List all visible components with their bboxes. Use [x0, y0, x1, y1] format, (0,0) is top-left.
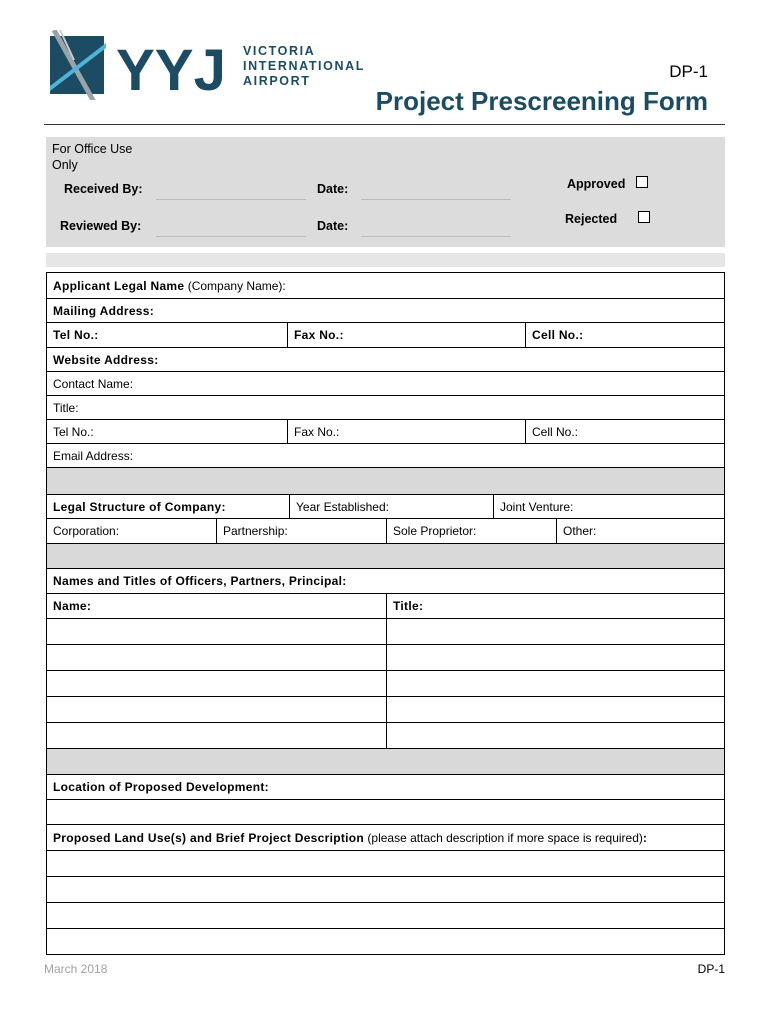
officer-name-field[interactable]	[47, 697, 386, 722]
approved-checkbox[interactable]	[636, 176, 648, 188]
contact-fax-label[interactable]: Fax No.:	[287, 420, 525, 443]
logo-line-3: AIRPORT	[243, 74, 311, 88]
name-column-header: Name:	[53, 599, 92, 613]
date-field-1[interactable]	[361, 199, 511, 200]
yyj-letters	[116, 42, 226, 94]
contact-title-label: Title:	[53, 400, 79, 415]
officer-name-field[interactable]	[47, 723, 386, 748]
other-label[interactable]: Other:	[556, 519, 724, 543]
officer-row	[47, 619, 724, 645]
applicant-form	[46, 272, 725, 955]
email-label: Email Address:	[53, 448, 134, 463]
shaded-divider-row	[47, 749, 724, 775]
rejected-checkbox[interactable]	[638, 211, 650, 223]
reviewed-by-field[interactable]	[156, 236, 306, 237]
officer-title-field[interactable]	[386, 645, 724, 670]
land-use-colon: :	[642, 830, 648, 845]
joint-venture-label[interactable]: Joint Venture:	[493, 495, 724, 518]
contact-name-label: Contact Name:	[53, 376, 134, 391]
corporation-label[interactable]: Corporation:	[53, 524, 120, 538]
date-label-1: Date:	[317, 182, 349, 196]
received-by-field[interactable]	[156, 199, 306, 200]
contact-name-row[interactable]	[47, 372, 724, 396]
officer-title-field[interactable]	[386, 671, 724, 696]
location-heading-row	[47, 775, 724, 800]
website-row[interactable]	[47, 348, 724, 372]
land-use-cell	[47, 825, 724, 850]
shaded-divider-row	[47, 544, 724, 569]
footer-doc-number: DP-1	[697, 962, 725, 976]
header-divider	[44, 124, 725, 125]
mailing-address-row[interactable]	[47, 299, 724, 323]
tel-label[interactable]: Tel No.:	[53, 328, 99, 342]
approved-label: Approved	[567, 177, 626, 191]
sole-proprietor-label[interactable]: Sole Proprietor:	[386, 519, 556, 543]
airport-logo-icon	[50, 30, 106, 100]
applicant-name-cell[interactable]	[47, 273, 724, 298]
partnership-label[interactable]: Partnership:	[216, 519, 386, 543]
officer-name-field[interactable]	[47, 619, 386, 644]
officer-title-field[interactable]	[386, 723, 724, 748]
land-use-label: Proposed Land Use(s) and Brief Project Description	[53, 830, 365, 845]
officers-header-row	[47, 594, 724, 619]
officer-name-field[interactable]	[47, 671, 386, 696]
land-use-field[interactable]	[47, 903, 724, 929]
officer-name-field[interactable]	[47, 645, 386, 670]
mailing-address-label: Mailing Address:	[53, 303, 155, 318]
applicant-name-row[interactable]	[47, 273, 724, 299]
shaded-divider-row	[47, 468, 724, 495]
officer-title-field[interactable]	[386, 697, 724, 722]
rejected-label: Rejected	[565, 212, 618, 226]
land-use-field[interactable]	[47, 851, 724, 877]
officer-row	[47, 697, 724, 723]
footer-date: March 2018	[44, 962, 108, 976]
contact-title-row[interactable]	[47, 396, 724, 420]
email-row[interactable]	[47, 444, 724, 468]
legal-structure-row	[47, 495, 724, 519]
location-label: Location of Proposed Development:	[53, 780, 269, 794]
phone-row	[47, 323, 724, 348]
contact-cell-label[interactable]: Cell No.:	[525, 420, 724, 443]
year-established-label[interactable]: Year Established:	[289, 495, 493, 518]
office-use-section	[46, 137, 725, 247]
officer-title-field[interactable]	[386, 619, 724, 644]
yyj-text: YYJ	[116, 42, 226, 94]
document-number: DP-1	[669, 62, 708, 81]
land-use-heading-row	[47, 825, 724, 851]
land-use-field[interactable]	[47, 929, 724, 954]
cell-label[interactable]: Cell No.:	[525, 323, 724, 347]
fax-label[interactable]: Fax No.:	[287, 323, 525, 347]
company-type-row	[47, 519, 724, 544]
logo-line-2: INTERNATIONAL	[243, 59, 365, 73]
officers-heading-row	[47, 569, 724, 594]
officers-heading: Names and Titles of Officers, Partners, Principal:	[53, 574, 347, 588]
location-field[interactable]	[47, 800, 724, 825]
officer-row	[47, 645, 724, 671]
land-use-note: (please attach description if more space is required)	[367, 830, 643, 845]
officer-row	[47, 671, 724, 697]
separator-strip	[46, 253, 725, 267]
logo-wordmark	[243, 44, 365, 89]
logo-line-1: VICTORIA	[243, 44, 316, 58]
title-column-header: Title:	[386, 594, 724, 618]
legal-structure-label: Legal Structure of Company:	[53, 499, 226, 514]
land-use-field[interactable]	[47, 877, 724, 903]
page-title: Project Prescreening Form	[375, 86, 708, 116]
date-field-2[interactable]	[361, 236, 511, 237]
officer-row	[47, 723, 724, 749]
applicant-name-label: Applicant Legal Name	[53, 278, 185, 293]
contact-tel-label[interactable]: Tel No.:	[53, 424, 94, 439]
applicant-name-note: (Company Name):	[187, 278, 286, 293]
received-by-label: Received By:	[64, 182, 143, 196]
office-use-heading: For Office Use Only	[52, 142, 133, 172]
website-label: Website Address:	[53, 352, 159, 367]
yyj-logo	[50, 30, 370, 105]
contact-phone-row	[47, 420, 724, 444]
reviewed-by-label: Reviewed By:	[60, 219, 142, 233]
date-label-2: Date:	[317, 219, 349, 233]
